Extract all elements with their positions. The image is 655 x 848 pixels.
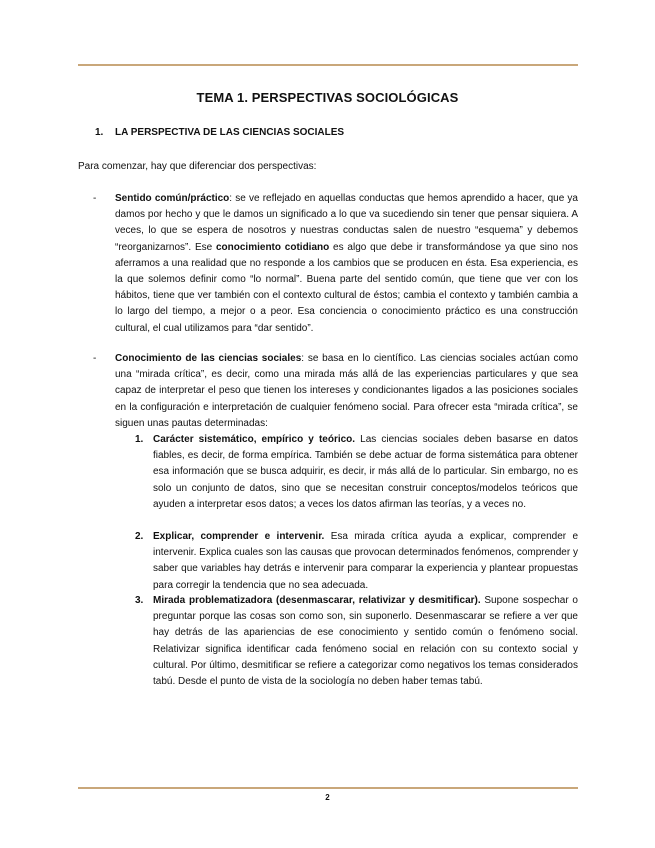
header-rule: [78, 64, 578, 66]
numbered-item-2: [135, 529, 579, 594]
item-number: 3.: [135, 595, 144, 606]
item-term: Explicar, comprender e intervenir.: [153, 531, 325, 542]
bullet-text-cont: es algo que debe ir transformándose ya que sino nos aferramos a una realidad que no responde a los cambios que se producen en ésta. Esa experiencia, es la que solemos definir como “lo normal”. Buena parte del sentido común, que tiene que ver con los hábitos, tiene que ver también con el contexto cultural de éstos; cambia el contexto y también cambia a lo largo del tiempo, a mejor o a peor. Esa conciencia o conocimiento práctico es una construcción cultural, el cual utilizamos para “dar sentido”.: [115, 241, 578, 334]
bullet-text: : se basa en lo científico. Las ciencias sociales actúan como una “mirada crítica”, es decir, como una mirada más allá de las experiencias particulares y que sea capaz de interpretar el peso que tienen los intereses y condicionantes ligados a las posiciones sociales en la configuración e interpretación de cualquier fenómeno social. Para ofrecer esta “mirada crítica”, se siguen unas pautas determinadas:: [115, 353, 578, 429]
item-term: Mirada problematizadora (desenmascarar, relativizar y desmitificar).: [153, 595, 481, 606]
section-title: LA PERSPECTIVA DE LAS CIENCIAS SOCIALES: [115, 127, 345, 138]
bullet-term: Sentido común/práctico: [115, 193, 230, 204]
bullet-marker: -: [93, 353, 97, 364]
numbered-item-1: [135, 432, 579, 513]
item-number: 2.: [135, 531, 144, 542]
item-text: Supone sospechar o preguntar porque las cosas son como son, sin suponerlo. Desenmascarar se refiere a ver que hay detrás de las apariencias de ese conocimiento y sentido común o fenómeno social. Relativizar significa identificar cada fenómeno social en relación con su contexto social y cultural. Por último, desmitificar se refiere a categorizar como negativos los temas considerados tabú. Desde el punto de vista de la sociología no deben haber temas tabú.: [153, 595, 578, 688]
bullet-common-sense: [93, 191, 578, 337]
section-heading: [95, 127, 344, 138]
footer-rule: [78, 787, 578, 789]
bullet-term: Conocimiento de las ciencias sociales: [115, 353, 302, 364]
item-text: Esa mirada crítica ayuda a explicar, comprender e intervenir. Explica cuales son las causas que provocan determinados fenómenos, comprender y saber que variables hay detrás e intervenir para comparar la experiencia y plantear propuestas para corregir la tendencia que no sea adecuada.: [153, 531, 579, 591]
bullet-emphasis: conocimiento cotidiano: [215, 241, 330, 253]
item-term: Carácter sistemático, empírico y teórico.: [153, 434, 356, 445]
intro-paragraph: Para comenzar, hay que diferenciar dos perspectivas:: [78, 161, 317, 172]
numbered-item-3: [135, 593, 578, 690]
page-number: 2: [325, 793, 330, 802]
bullet-social-sciences: [93, 351, 578, 432]
bullet-marker: -: [93, 193, 97, 204]
item-text: Las ciencias sociales deben basarse en datos fiables, es decir, de forma empírica. También se debe actuar de forma sistemática para obtener esa información que se busca adquirir, es decir, ir más allá de lo particular. Sin embargo, no es solo un conjunto de datos, sino que se necesitan construir conceptos/modelos teóricos que ayuden a interpretar esos datos; a veces los datos afirman las teorías, y a veces no.: [153, 434, 579, 510]
bullet-text: : se ve reflejado en aquellas conductas que hemos aprendido a hacer, que ya damos por hecho y que le damos un significado a lo que va sucediendo sin tener que pensar siquiera. A veces, lo que se espera de nosotros y nuestras conductas salen de nuestro “esquema” y debemos “reorganizarnos”. Ese: [115, 193, 578, 253]
item-number: 1.: [135, 434, 144, 445]
section-number: 1.: [95, 127, 104, 138]
page-title: TEMA 1. PERSPECTIVAS SOCIOLÓGICAS: [196, 90, 459, 105]
